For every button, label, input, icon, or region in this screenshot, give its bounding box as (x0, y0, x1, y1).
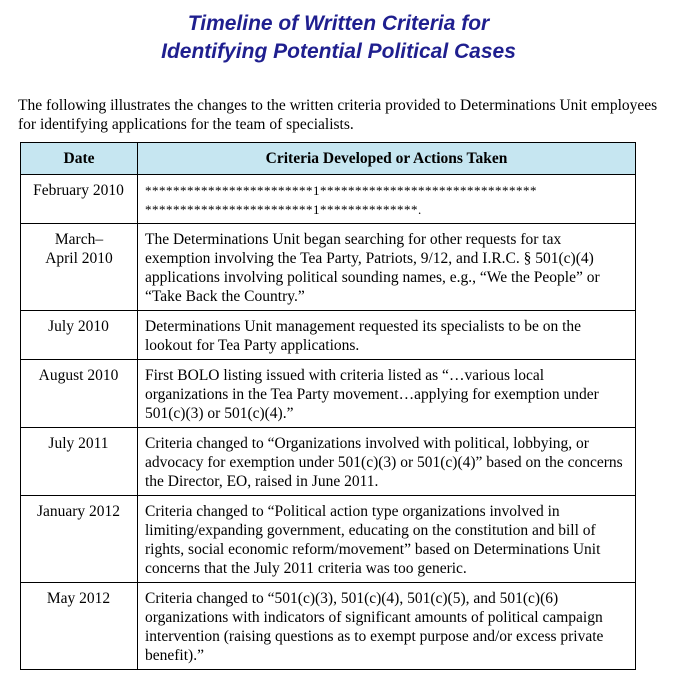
row-criteria: Criteria changed to “501(c)(3), 501(c)(4), 501(c)(5), and 501(c)(6) organizations with indicators of significant amounts of political campaign intervention (raising questions as to exempt purpose and/or excess private benefit).” (138, 583, 636, 670)
document-title (0, 10, 677, 66)
row-date: August 2010 (21, 360, 138, 428)
title-line-2: Identifying Potential Political Cases (161, 40, 516, 63)
row-date: May 2012 (21, 583, 138, 670)
row-date: July 2010 (21, 311, 138, 360)
row-criteria: Determinations Unit management requested its specialists to be on the lookout for Tea Party applications. (138, 311, 636, 360)
table-row (21, 360, 636, 428)
row-criteria-redacted: ************************1******************************* ************************1**************. (138, 175, 636, 224)
row-date: March–April 2010 (21, 224, 138, 311)
table-row (21, 175, 636, 224)
table-row (21, 583, 636, 670)
row-criteria: The Determinations Unit began searching for other requests for tax exemption involving the Tea Party, Patriots, 9/12, and I.R.C. § 501(c)(4) applications involving political sounding names, e.g., “We the People” or “Take Back the Country.” (138, 224, 636, 311)
table-row (21, 496, 636, 583)
table-header-row (21, 143, 636, 175)
row-criteria: First BOLO listing issued with criteria listed as “…various local organizations in the Tea Party movement…applying for exemption under 501(c)(3) or 501(c)(4).” (138, 360, 636, 428)
table-row (21, 311, 636, 360)
table-row (21, 224, 636, 311)
title-line-1: Timeline of Written Criteria for (187, 12, 490, 35)
date-column-header: Date (21, 143, 138, 175)
row-date: January 2012 (21, 496, 138, 583)
criteria-column-header: Criteria Developed or Actions Taken (138, 143, 636, 175)
intro-paragraph: The following illustrates the changes to the written criteria provided to Determinations Unit employees for identifying applications for the team of specialists. (18, 97, 658, 133)
row-date: February 2010 (21, 175, 138, 224)
row-criteria: Criteria changed to “Political action type organizations involved in limiting/expanding government, educating on the constitution and bill of rights, social economic reform/movement” based on Determinations Unit concerns that the July 2011 criteria was too generic. (138, 496, 636, 583)
timeline-table (20, 142, 636, 670)
table-row (21, 428, 636, 496)
row-criteria: Criteria changed to “Organizations involved with political, lobbying, or advocacy for exemption under 501(c)(3) or 501(c)(4)” based on the concerns the Director, EO, raised in June 2011. (138, 428, 636, 496)
row-date: July 2011 (21, 428, 138, 496)
